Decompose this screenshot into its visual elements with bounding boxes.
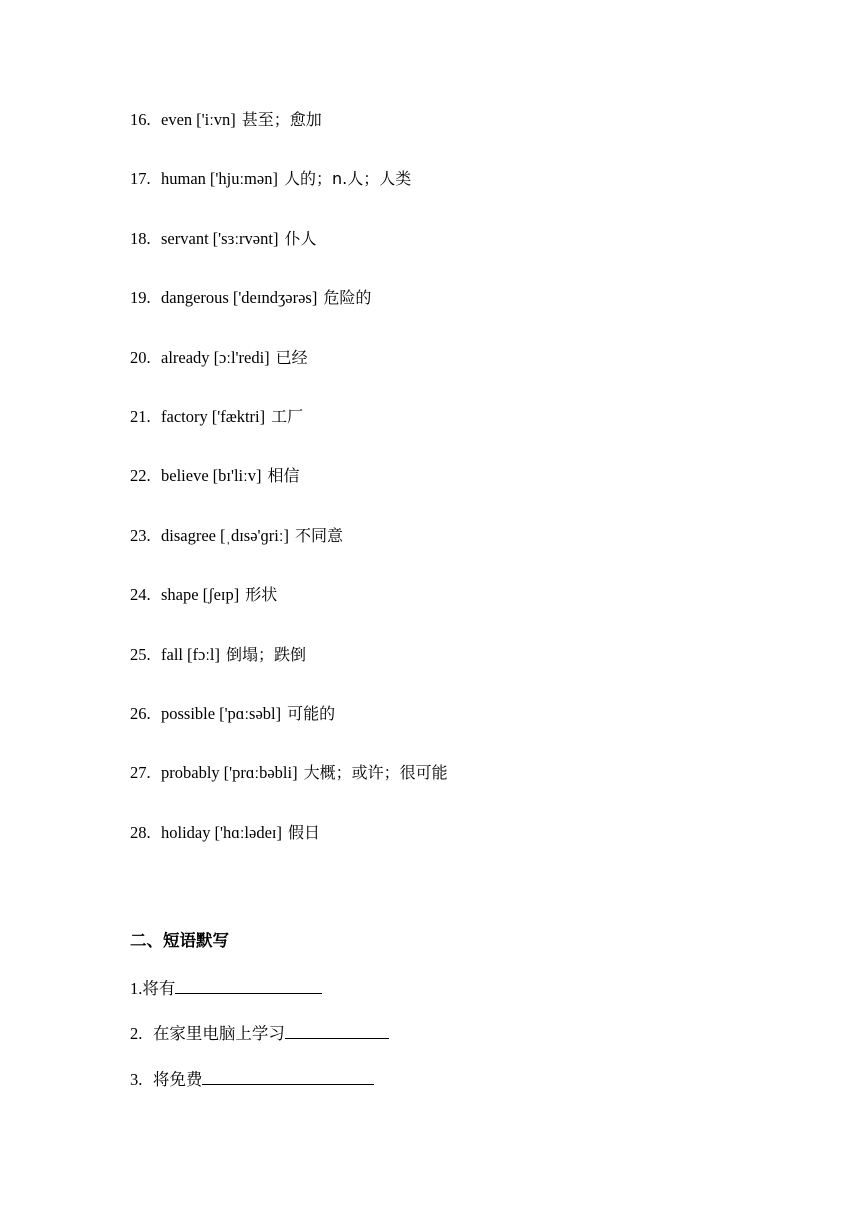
vocab-item: [130, 165, 448, 224]
vocab-word: shape: [161, 585, 199, 605]
vocab-meaning: 不同意: [294, 525, 343, 545]
vocab-meaning: 可能的: [287, 703, 336, 723]
phrase-text: 将免费: [152, 1070, 203, 1089]
vocab-meaning: 危险的: [323, 288, 372, 308]
vocab-word: holiday: [161, 822, 211, 842]
vocab-number: 23.: [130, 525, 151, 545]
vocab-phonetic: ['sɜːrvənt]: [212, 228, 279, 248]
phrase-number: 2.: [130, 1024, 143, 1043]
vocab-phonetic: ['fæktri]: [211, 406, 266, 426]
vocab-number: 27.: [130, 763, 151, 783]
vocab-word: human: [161, 169, 206, 189]
vocab-word: dangerous: [161, 288, 229, 308]
vocab-item: [130, 344, 448, 403]
vocab-meaning: 相信: [267, 466, 300, 486]
phrase-text: 在家里电脑上学习: [152, 1024, 285, 1043]
vocab-phonetic: [fɔːl]: [187, 644, 220, 664]
phrase-number: 3.: [130, 1070, 143, 1089]
vocab-phonetic: ['iːvn]: [196, 110, 236, 129]
vocab-phonetic: [ʃeɪp]: [202, 585, 240, 605]
vocab-meaning: 倒塌；跌倒: [225, 644, 306, 664]
vocab-meaning: 假日: [288, 822, 321, 842]
vocab-number: 24.: [130, 585, 151, 605]
vocab-item: [130, 462, 448, 521]
vocab-meaning: 已经: [275, 347, 308, 367]
vocab-phonetic: ['hɑːlədeɪ]: [214, 822, 282, 842]
vocab-phonetic: [ˌdɪsə'ɡriː]: [219, 525, 289, 545]
vocab-number: 20.: [130, 347, 151, 367]
vocab-meaning: 仆人: [284, 228, 317, 248]
vocab-phonetic: ['pɑːsəbl]: [219, 703, 282, 723]
vocab-word: even: [161, 110, 193, 129]
phrase-item: [130, 975, 322, 999]
vocab-meaning: 工厂: [271, 406, 304, 426]
vocab-item: [130, 225, 448, 284]
answer-blank: [202, 1068, 374, 1085]
vocab-phonetic: ['deɪndʒərəs]: [232, 288, 318, 308]
vocab-number: 28.: [130, 822, 151, 842]
vocab-number: 17.: [130, 169, 151, 189]
vocab-number: 26.: [130, 703, 151, 723]
vocab-word: servant: [161, 228, 209, 248]
vocab-item: [130, 106, 448, 165]
vocab-meaning: 大概；或许；很可能: [303, 763, 448, 783]
vocab-number: 21.: [130, 406, 151, 426]
section-title: 二、短语默写: [130, 931, 229, 950]
phrase-item: [130, 1020, 389, 1044]
vocabulary-list: [130, 106, 448, 878]
vocab-item: [130, 819, 448, 878]
vocab-word: factory: [161, 406, 208, 426]
vocab-number: 25.: [130, 644, 151, 664]
vocab-number: 16.: [130, 110, 151, 129]
vocab-meaning: 人的；n.人；人类: [283, 169, 412, 189]
vocab-item: [130, 759, 448, 818]
vocab-number: 18.: [130, 228, 151, 248]
vocab-phonetic: [bɪ'liːv]: [212, 466, 262, 486]
vocab-phonetic: ['prɑːbəbli]: [223, 763, 298, 783]
vocab-item: [130, 403, 448, 462]
vocab-meaning: 甚至；愈加: [241, 110, 322, 129]
vocab-item: [130, 581, 448, 640]
vocab-word: probably: [161, 763, 220, 783]
phrase-text: 将有: [142, 979, 176, 998]
vocab-item: [130, 700, 448, 759]
vocab-word: already: [161, 347, 210, 367]
phrase-item: [130, 1066, 374, 1090]
vocab-item: [130, 522, 448, 581]
vocab-item: [130, 284, 448, 343]
vocab-number: 22.: [130, 466, 151, 486]
vocab-word: possible: [161, 703, 216, 723]
vocab-phonetic: ['hjuːmən]: [209, 169, 278, 189]
vocab-item: [130, 641, 448, 700]
vocab-word: believe: [161, 466, 209, 486]
vocab-phonetic: [ɔːl'redi]: [213, 347, 270, 367]
vocab-meaning: 形状: [245, 585, 278, 605]
vocab-word: fall: [161, 644, 183, 664]
answer-blank: [175, 977, 322, 994]
phrase-number: 1.: [130, 979, 143, 998]
vocab-number: 19.: [130, 288, 151, 308]
vocab-word: disagree: [161, 525, 216, 545]
answer-blank: [285, 1022, 389, 1039]
